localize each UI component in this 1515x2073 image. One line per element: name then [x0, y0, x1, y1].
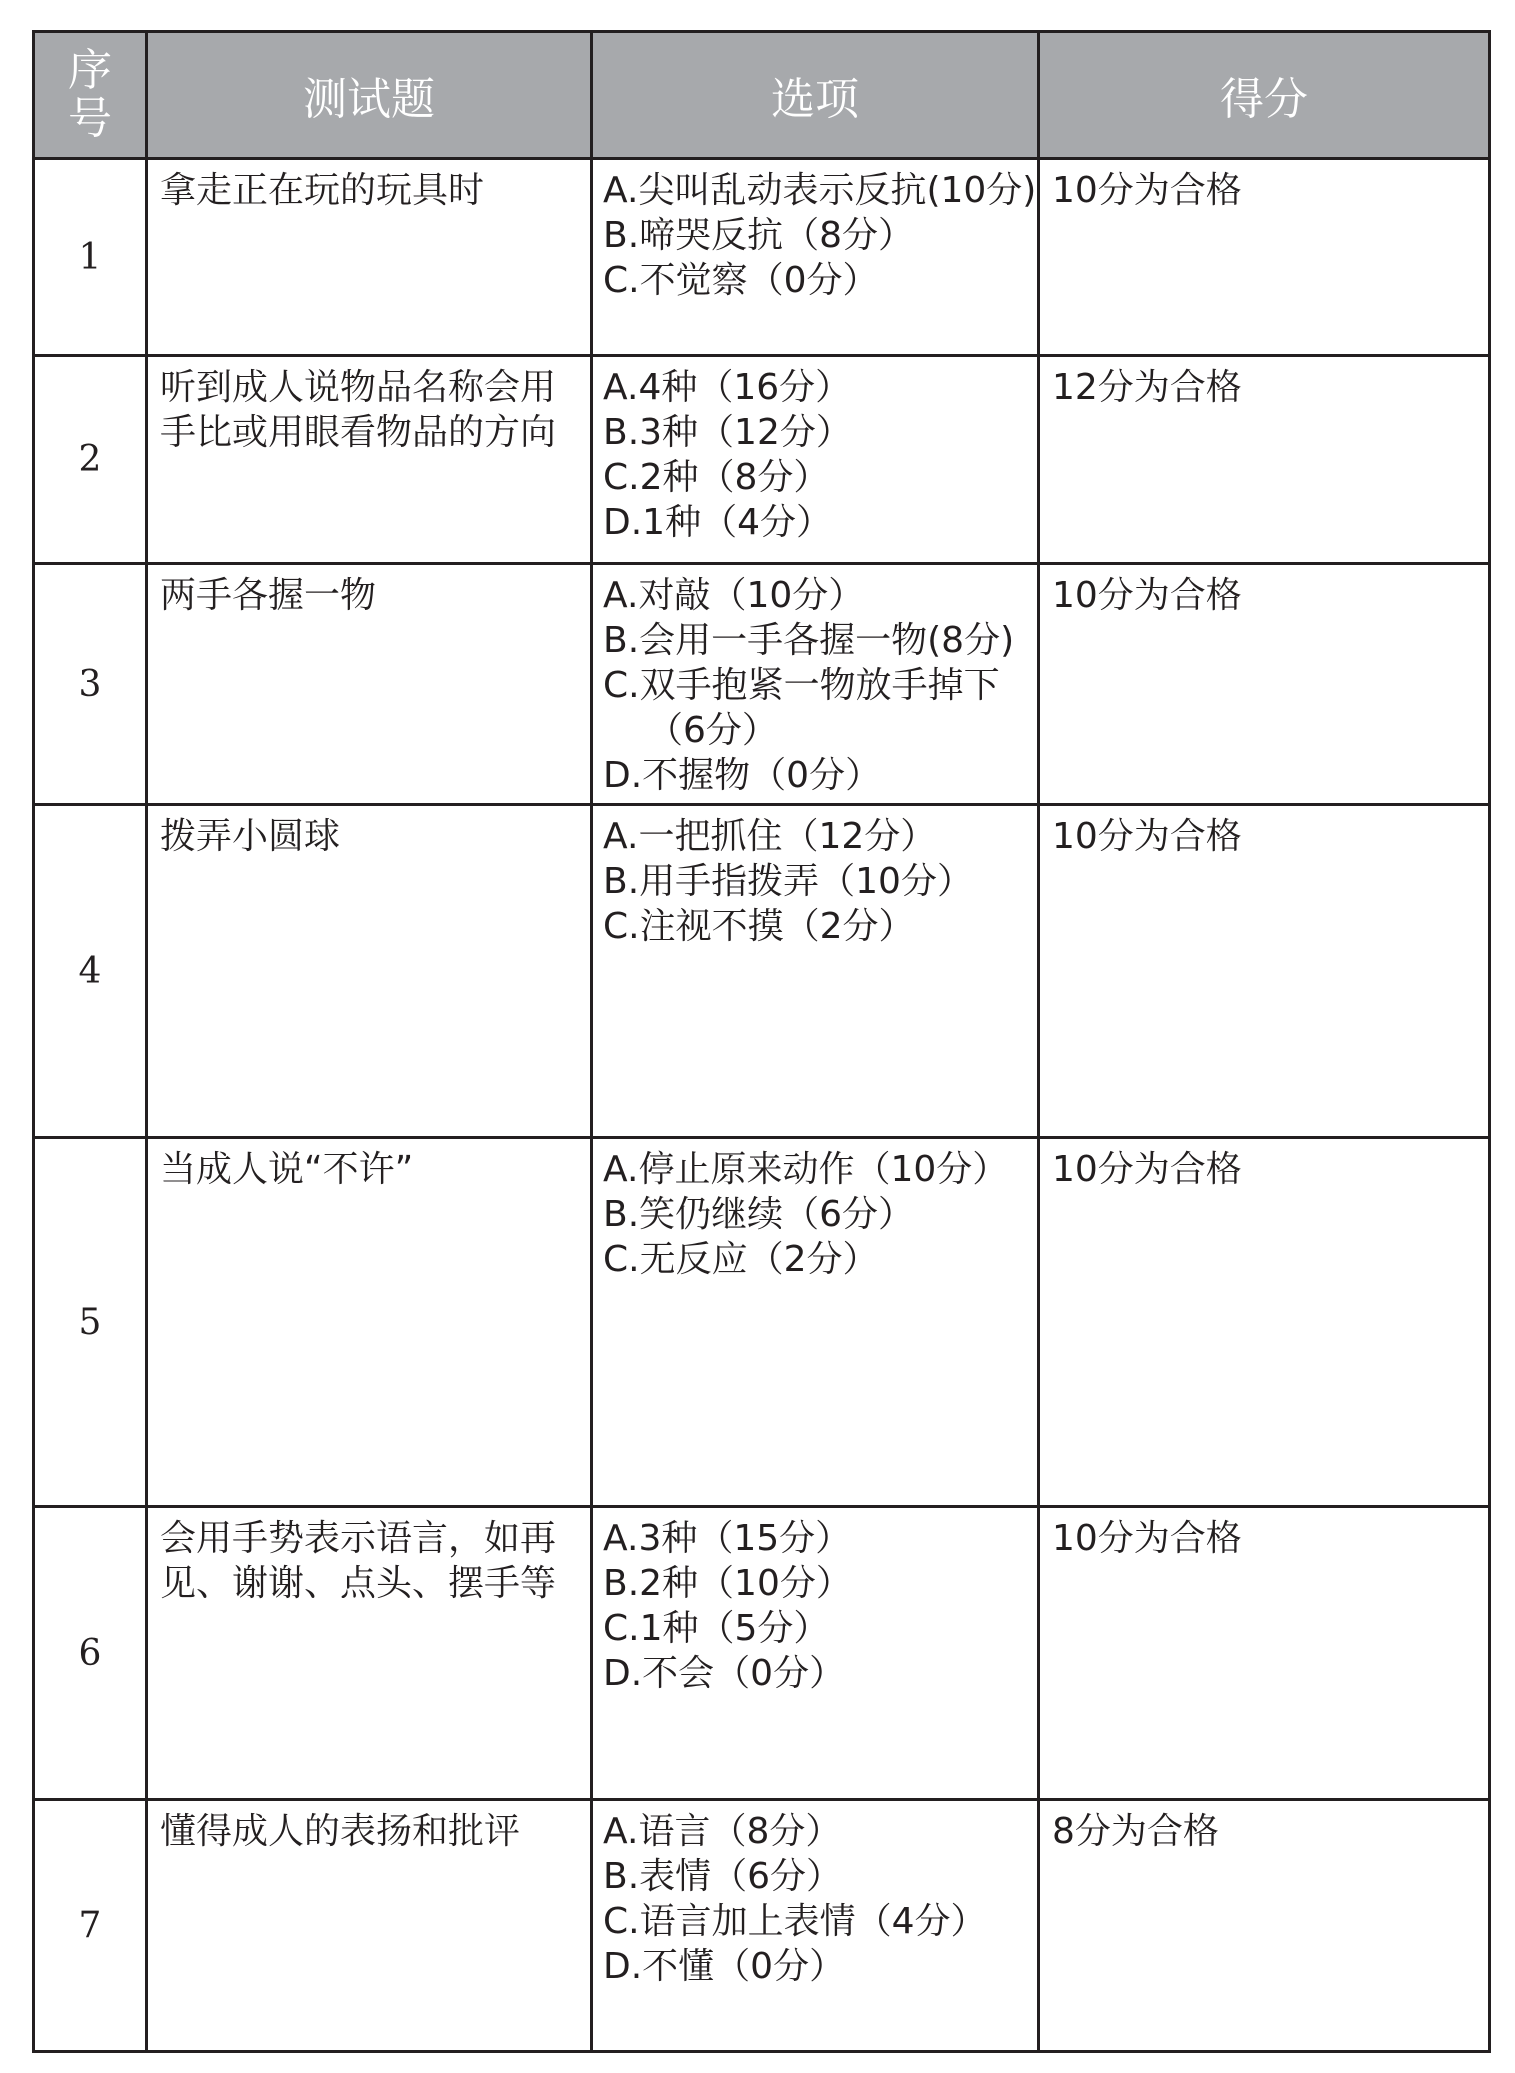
table-row: [34, 564, 1490, 805]
row-question: 拨弄小圆球: [147, 805, 592, 1138]
header-score: 得分: [1039, 32, 1490, 159]
row-number: 2: [34, 356, 147, 564]
table-row: [34, 1507, 1490, 1800]
option-item: D.1种（4分）: [603, 502, 832, 543]
row-options: [592, 1507, 1039, 1800]
option-item: C.1种（5分）: [603, 1608, 830, 1649]
row-question: 会用手势表示语言，如再见、谢谢、点头、摆手等: [147, 1507, 592, 1800]
header-number-text: 序号: [68, 45, 112, 144]
table-row: [34, 356, 1490, 564]
row-question: 两手各握一物: [147, 564, 592, 805]
row-options: [592, 356, 1039, 564]
option-item: D.不懂（0分）: [603, 1946, 846, 1987]
header-question: 测试题: [147, 32, 592, 159]
row-number: 5: [34, 1138, 147, 1507]
header-row: [34, 32, 1490, 159]
option-item: A.尖叫乱动表示反抗(10分): [603, 170, 1037, 211]
row-question: 拿走正在玩的玩具时: [147, 159, 592, 356]
row-number: 6: [34, 1507, 147, 1800]
row-number: 3: [34, 564, 147, 805]
option-item: A.一把抓住（12分）: [603, 816, 937, 857]
table-row: [34, 1138, 1490, 1507]
option-item: C.注视不摸（2分）: [603, 906, 915, 947]
option-item: C.语言加上表情（4分）: [603, 1901, 987, 1942]
option-item: A.停止原来动作（10分）: [603, 1149, 1009, 1190]
row-number: 7: [34, 1800, 147, 2052]
option-item: D.不握物（0分）: [603, 755, 882, 796]
row-score: 8分为合格: [1039, 1800, 1490, 2052]
option-item: C.2种（8分）: [603, 457, 830, 498]
option-item: B.2种（10分）: [603, 1563, 852, 1604]
header-number: [34, 32, 147, 159]
option-item: B.笑仍继续（6分）: [603, 1194, 915, 1235]
option-item: A.4种（16分）: [603, 367, 852, 408]
option-item: A.3种（15分）: [603, 1518, 852, 1559]
row-options: [592, 564, 1039, 805]
row-options: [592, 159, 1039, 356]
option-item: B.用手指拨弄（10分）: [603, 861, 973, 902]
row-score: 10分为合格: [1039, 564, 1490, 805]
row-number: 1: [34, 159, 147, 356]
option-item: B.会用一手各握一物(8分): [603, 620, 1015, 661]
table-row: [34, 1800, 1490, 2052]
header-options: 选项: [592, 32, 1039, 159]
row-score: 10分为合格: [1039, 159, 1490, 356]
row-score: 10分为合格: [1039, 1507, 1490, 1800]
option-item: B.啼哭反抗（8分）: [603, 215, 915, 256]
table-row: [34, 159, 1490, 356]
option-item: D.不会（0分）: [603, 1653, 846, 1694]
row-question: 当成人说“不许”: [147, 1138, 592, 1507]
option-item: C.不觉察（0分）: [603, 260, 879, 301]
option-item: B.3种（12分）: [603, 412, 852, 453]
option-item: B.表情（6分）: [603, 1856, 843, 1897]
table-row: [34, 805, 1490, 1138]
option-item: C.无反应（2分）: [603, 1239, 879, 1280]
row-score: 12分为合格: [1039, 356, 1490, 564]
option-item: A.语言（8分）: [603, 1811, 842, 1852]
row-question: 懂得成人的表扬和批评: [147, 1800, 592, 2052]
assessment-table: [32, 30, 1491, 2053]
row-score: 10分为合格: [1039, 805, 1490, 1138]
row-score: 10分为合格: [1039, 1138, 1490, 1507]
row-options: [592, 1800, 1039, 2052]
row-options: [592, 805, 1039, 1138]
option-item: A.对敲（10分）: [603, 575, 865, 616]
row-number: 4: [34, 805, 147, 1138]
row-options: [592, 1138, 1039, 1507]
row-question: 听到成人说物品名称会用手比或用眼看物品的方向: [147, 356, 592, 564]
option-item: C.双手抱紧一物放手掉下（6分）: [603, 665, 1000, 751]
